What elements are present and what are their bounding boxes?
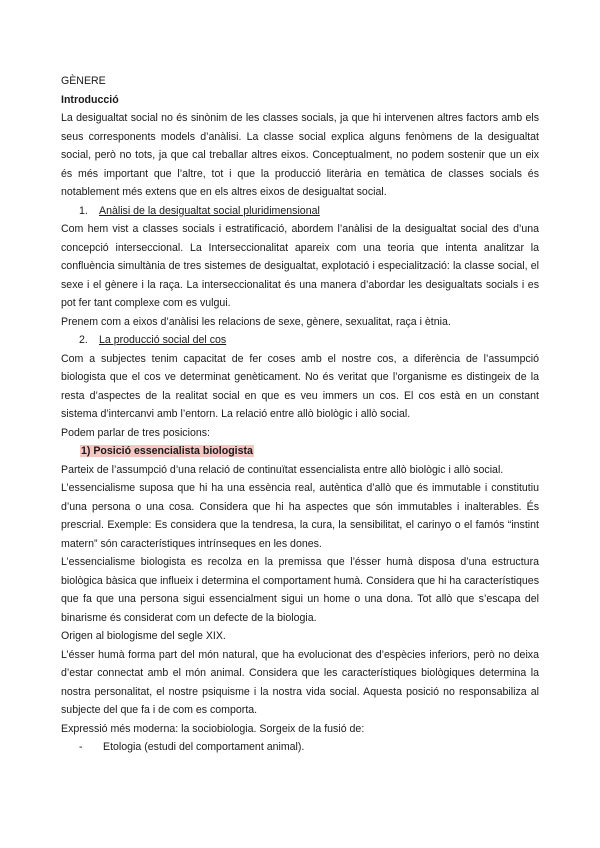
section-title-2: La producció social del cos [99, 334, 227, 346]
paragraph-p1-d: Origen al biologisme del segle XIX. [61, 630, 226, 642]
paragraph-p1-a: Parteix de l’assumpció d’una relació de continuïtat essencialista entre allò biològic i allò social. [61, 463, 504, 476]
highlighted-heading-wrap [61, 442, 539, 461]
paragraph-p1-b: L’essencialisme suposa que hi ha una essència real, autèntica d’allò que és immutable i constitutiu d’una persona o una cosa. Considera que hi ha aspectes que són immutables i inalterables. És prescrial. Exemple: Es considera que la tendresa, la cura, la sensibilitat, el carinyo o el famós “instint matern” són característiques intrínseques en les dones. [61, 482, 539, 550]
paragraph-intro: La desigualtat social no és sinònim de les classes socials, ja que hi intervenen altres factors amb els seus corresponents models d’anàlisi. La classe social explica alguns fenòmens de la desigualtat social, però no tots, ja que cal treballar altres eixos. Conceptualment, no podem sostenir que un eix és més important que l’altre, tot i que la producció literària en temàtica de classes socials és notablement més extens que en els altres eixos de desigualtat social. [61, 112, 539, 198]
dash-bullet: - [79, 741, 83, 753]
document-title: GÈNERE [61, 75, 106, 87]
section-heading-intro: Introducció [61, 93, 119, 106]
paragraph-p1-c: L’essencialisme biologista es recolza en la premissa que l’ésser humà disposa d’una estructura biològica bàsica que influeix i determina el comportament humà. Considera que hi ha característiques que fa que una persona sigui essencialment sigui un home o una dona. Tot allò que s’escapa del binarisme és considerat com un defecte de la biologia. [61, 556, 539, 624]
number-label: 1. [79, 204, 88, 217]
document-page [61, 72, 539, 757]
highlighted-heading-position-1: 1) Posició essencialista biologista [81, 445, 253, 457]
paragraph-s1-1: Com hem vist a classes socials i estratificació, abordem l’anàlisi de la desigualtat social des d’una concepció interseccional. La Interseccionalitat apareix com una teoria que intenta analitzar la confluència simultània de tres sistemes de desigualtat, explotació i especialització: la classe social, el sexe i el gènere i la raça. La interseccionalitat és una manera d’abordar les desigualtats socials i es pot fer tant complexe com es vulgui. [61, 223, 539, 309]
paragraph-p1-e: L’ésser humà forma part del món natural, que ha evolucionat des d’espècies inferiors, però no deixa d’estar connectat amb el món animal. Considera que les característiques biològiques determina la nostra personalitat, el nostre psiquisme i la nostra vida social. Aquesta posició no responsabiliza al subjecte del que fa i de com es comporta. [61, 648, 539, 716]
paragraph-p1-f: Expressió més moderna: la sociobiologia. Sorgeix de la fusió de: [61, 722, 365, 735]
list-item [61, 738, 539, 757]
paragraph-s2-1: Com a subjectes tenim capacitat de fer coses amb el nostre cos, a diferència de l’assumpció biologista que el cos ve determinat genèticament. No és veritat que l’organisme es distingeix de la resta d’aspectes de la realitat social en que es veu immers un cos. El cos està en un constant sistema d’intercanvi amb l’entorn. La relació entre allò biològic i allò social. [61, 352, 539, 420]
numbered-heading-1 [61, 202, 539, 221]
list-item-text: Etologia (estudi del comportament animal). [103, 741, 305, 753]
numbered-heading-2 [61, 331, 539, 350]
paragraph-s2-2: Podem parlar de tres posicions: [61, 426, 210, 439]
paragraph-s1-2: Prenem com a eixos d’anàlisi les relacions de sexe, gènere, sexualitat, raça i ètnia. [61, 315, 451, 328]
number-label: 2. [79, 334, 88, 346]
section-title-1: Anàlisi de la desigualtat social pluridimensional [99, 204, 320, 217]
